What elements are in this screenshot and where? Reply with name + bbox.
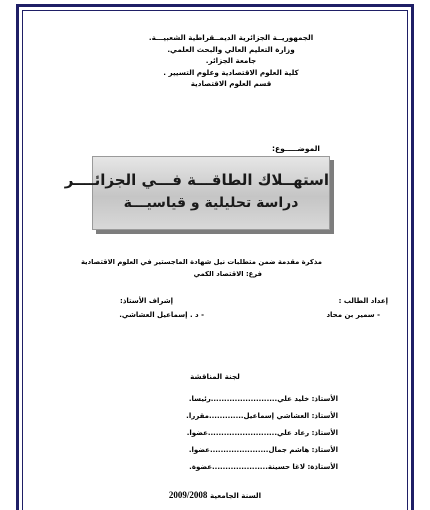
committee-title: لجنة المناقشة: [190, 372, 240, 381]
student-name: - سمير بن محاد: [326, 311, 380, 319]
academic-year: [22, 490, 408, 500]
header-line-department: قسم العلوم الاقتصادية: [190, 79, 272, 88]
committee-list: [186, 391, 338, 476]
committee-member: الأستاذ: هاشم جمال......................عضوا.: [188, 446, 338, 454]
header-line-university: جامعة الجزائر.: [205, 56, 257, 65]
committee-member: الأستاذة: لاغا حسينة.....................عضوة.: [189, 463, 338, 471]
academic-year-label: السنة الجامعية: [209, 491, 262, 500]
thesis-title: استهــلاك الطاقـــة فـــي الجزائــــر: [64, 171, 329, 189]
subject-label: الموضـــــوع:: [271, 144, 320, 153]
title-box: [64, 156, 330, 230]
institution-header: [126, 32, 336, 90]
supervisor-name: - د . إسماعيل العشاشي.: [119, 311, 204, 319]
cover-page: [22, 10, 408, 510]
branch-line: فرع: الاقتصاد الكمي: [193, 270, 262, 278]
committee-member: الأستاذ: خليد علي.........................رئيسا.: [188, 395, 338, 403]
memo-statement: مذكرة مقدمة ضمن متطلبات نيل شهادة الماجستير في العلوم الاقتصادية: [80, 258, 322, 266]
supervisor-label: إشراف الأستاذ:: [120, 297, 173, 305]
header-line-ministry: وزارة التعليم العالي والبحث العلمي.: [167, 44, 295, 54]
committee-member: الأستاذ: رعاد علي..........................عضوا.: [186, 429, 338, 437]
academic-year-value: 2009/2008: [168, 490, 208, 500]
header-line-faculty: كلية العلوم الاقتصادية وعلوم التسيير .: [163, 67, 299, 77]
committee-member: الأستاذ: العشاشي إسماعيل.............مقررا.: [186, 412, 338, 420]
prepared-by-label: إعداد الطالب :: [338, 297, 388, 305]
header-line-republic: الجمهوريــة الجزائرية الديمــقراطية الشعبيـــة.: [148, 33, 314, 42]
thesis-subtitle: دراسة تحليلية و قياسيـــة: [123, 195, 299, 211]
